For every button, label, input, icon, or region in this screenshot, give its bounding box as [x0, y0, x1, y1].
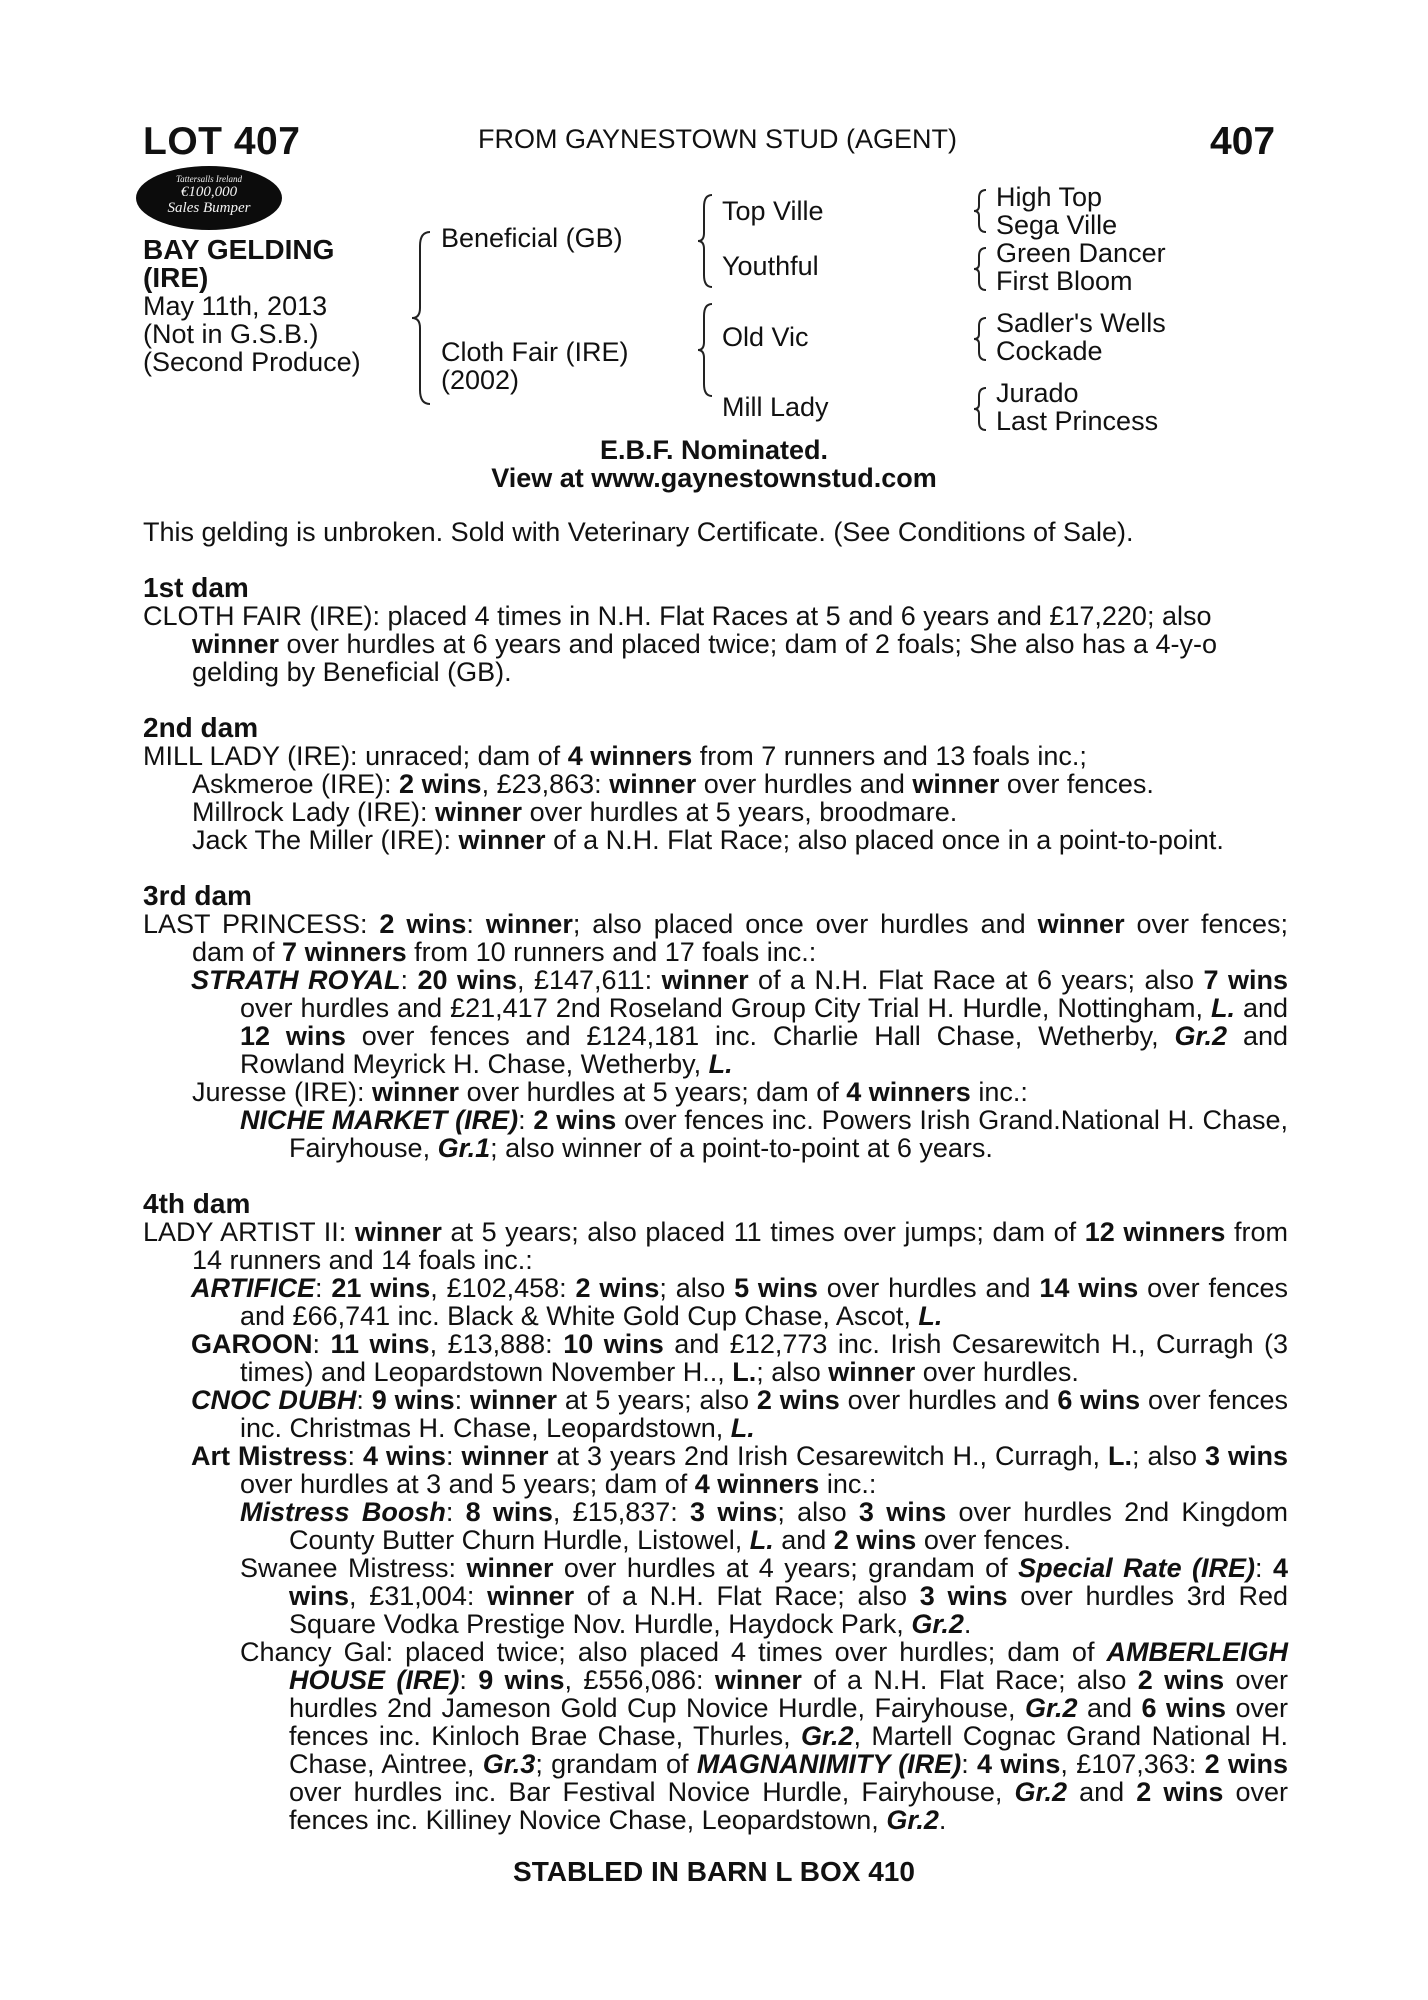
race-grade: L.	[730, 1413, 755, 1443]
text: .	[963, 1609, 972, 1639]
text: from 10 runners and 17 foals inc.:	[406, 937, 817, 967]
bold-text: 3 wins	[858, 1497, 947, 1527]
horse-name: Special Rate (IRE)	[1018, 1553, 1256, 1583]
second-dam-heading: 2nd dam	[143, 712, 259, 743]
text: of a N.H. Flat Race; also placed once in a point-to-point.	[545, 825, 1224, 855]
text: over hurdles 3rd Red Square Vodka Prestige Nov. Hurdle, Haydock Park,	[289, 1581, 1288, 1639]
horse-name: MAGNANIMITY (IRE)	[696, 1749, 962, 1779]
text: :	[454, 1385, 470, 1415]
text: inc.:	[970, 1077, 1028, 1107]
bold-text: 2 wins	[399, 769, 482, 799]
bold-text: 12 winners	[1084, 1217, 1226, 1247]
text: over hurdles at 3 and 5 years; dam of	[240, 1469, 695, 1499]
text: , £31,004:	[349, 1581, 488, 1611]
text: ; also	[777, 1497, 859, 1527]
bold-text: 4 winners	[846, 1077, 971, 1107]
third-dam-heading: 3rd dam	[143, 880, 252, 911]
text: :	[446, 1441, 462, 1471]
produce-niche-market	[143, 1106, 1288, 1162]
text: over hurdles at 5 years, broodmare.	[522, 797, 958, 827]
lot-label: LOT 407	[143, 120, 301, 163]
produce-note: (Second Produce)	[143, 347, 361, 377]
bold-text: 4 winners	[694, 1469, 820, 1499]
ebf-nominated: E.B.F. Nominated.	[599, 435, 829, 465]
bold-text: winner	[466, 1553, 554, 1583]
second-dam-line	[143, 742, 1288, 770]
fourth-dam-section	[143, 1190, 1288, 1834]
text: LADY ARTIST II:	[143, 1217, 355, 1247]
pedigree-braces	[0, 0, 1428, 460]
text: over hurdles at 6 years and placed twice; dam of 2 foals; She also has a 4-y-o	[279, 629, 1218, 659]
text: over fences and £66,741 inc. Black & White Gold Cup Chase, Ascot,	[240, 1273, 1288, 1331]
bold-text: 21 wins	[331, 1273, 431, 1303]
horse-name: ARTIFICE	[191, 1273, 316, 1303]
bold-text: winner	[912, 769, 1000, 799]
text: over hurdles and	[839, 1385, 1058, 1415]
text: over fences inc. Kinloch Brae Chase, Thurles,	[289, 1693, 1288, 1751]
text: over hurdles 2nd Kingdom County Butter Churn Hurdle, Listowel,	[289, 1497, 1288, 1555]
text: , £23,863:	[481, 769, 610, 799]
text: over fences.	[916, 1525, 1071, 1555]
bold-text: winner	[461, 1441, 549, 1471]
bold-text: 9 wins	[478, 1665, 565, 1695]
text: Swanee Mistress:	[240, 1553, 467, 1583]
fourth-dam-heading: 4th dam	[143, 1188, 251, 1219]
text: :	[312, 1329, 331, 1359]
first-dam-line3: gelding by Beneficial (GB).	[192, 657, 512, 687]
bold-text: 4 wins	[363, 1441, 447, 1471]
bold-text: winner	[458, 825, 546, 855]
text: :	[347, 1441, 364, 1471]
badge-line3: Sales Bumper	[167, 200, 251, 216]
second-dam-section	[143, 714, 1288, 854]
text: .	[938, 1805, 947, 1835]
bold-text: 4 wins	[289, 1553, 1289, 1611]
horse-name: NICHE MARKET (IRE)	[240, 1105, 519, 1135]
text: over fences.	[999, 769, 1154, 799]
text: of a N.H. Flat Race at 6 years; also	[748, 965, 1204, 995]
race-grade: L.	[1210, 993, 1235, 1023]
produce-cnoc-dubh	[143, 1386, 1288, 1442]
bold-text: 2 wins	[1136, 1777, 1224, 1807]
pedigree-dds: Jurado	[996, 378, 1079, 408]
bold-text: winner	[354, 1217, 442, 1247]
horse-name: CNOC DUBH	[191, 1385, 357, 1415]
race-grade: Gr.1	[437, 1133, 491, 1163]
text: ; also	[1132, 1441, 1205, 1471]
text: ; grandam of	[535, 1749, 697, 1779]
text: over hurdles inc. Bar Festival Novice Hurdle, Fairyhouse,	[289, 1777, 1015, 1807]
text: and	[1067, 1777, 1137, 1807]
lot-number: 407	[1210, 120, 1276, 163]
pedigree-sire-dam: Youthful	[722, 251, 819, 281]
text: LAST PRINCESS:	[143, 909, 380, 939]
pedigree-dsd: Cockade	[996, 336, 1103, 366]
fourth-dam-line	[143, 1218, 1288, 1274]
first-dam-line2	[143, 630, 1288, 658]
text: of a N.H. Flat Race; also	[574, 1581, 920, 1611]
text: over hurdles and	[696, 769, 913, 799]
third-dam-section	[143, 882, 1288, 1162]
bold-text: 3 wins	[1205, 1441, 1289, 1471]
bold-text: 7 wins	[1203, 965, 1289, 995]
date-of-birth: May 11th, 2013	[143, 291, 328, 321]
bold-text: 2 wins	[1137, 1665, 1225, 1695]
first-dam-line1: CLOTH FAIR (IRE): placed 4 times in N.H. Flat Races at 5 and 6 years and £17,220; also	[143, 601, 1212, 631]
text: over hurdles.	[915, 1357, 1079, 1387]
bold-text: 3 wins	[919, 1581, 1008, 1611]
pedigree-sire: Beneficial (GB)	[441, 223, 623, 253]
text: from 14 runners and 14 foals inc.:	[192, 1217, 1288, 1275]
text: over fences inc. Christmas H. Chase, Leopardstown,	[240, 1385, 1288, 1443]
horse-title-country: (IRE)	[143, 262, 209, 293]
horse-name: Mistress Boosh	[240, 1497, 446, 1527]
stud-website-link[interactable]: View at www.gaynestownstud.com	[491, 463, 937, 493]
text: over fences inc. Powers Irish Grand.National H. Chase, Fairyhouse,	[289, 1105, 1288, 1163]
race-grade: Gr.2	[800, 1721, 854, 1751]
text: Juresse (IRE):	[192, 1077, 373, 1107]
horse-name: Art Mistress	[191, 1441, 348, 1471]
horse-name: AMBERLEIGH HOUSE (IRE)	[289, 1637, 1288, 1695]
pedigree-dam: Cloth Fair (IRE)	[441, 337, 629, 367]
text: Jack The Miller (IRE):	[192, 825, 459, 855]
produce-artifice	[143, 1274, 1288, 1330]
bold-text: 2 wins	[1204, 1749, 1288, 1779]
produce-swanee-mistress	[143, 1554, 1288, 1638]
race-grade: Gr.2	[1174, 1021, 1228, 1051]
horse-title: BAY GELDING	[143, 234, 335, 265]
pedigree-sss: High Top	[996, 182, 1103, 212]
text: ; also	[659, 1273, 735, 1303]
bold-text: 2 wins	[379, 909, 467, 939]
text: and	[1234, 993, 1288, 1023]
text: over hurdles at 5 years; dam of	[459, 1077, 847, 1107]
text: of a N.H. Flat Race; also	[801, 1665, 1138, 1695]
text: :	[315, 1273, 332, 1303]
text: and Rowland Meyrick H. Chase, Wetherby,	[240, 1021, 1288, 1079]
bold-text: 11 wins	[330, 1329, 430, 1359]
text: and £12,773 inc. Irish Cesarewitch H., Curragh (3 times) and Leopardstown November H..,	[240, 1329, 1289, 1387]
pedigree-sire-sire: Top Ville	[722, 196, 824, 226]
text: over fences and £124,181 inc. Charlie Hall Chase, Wetherby,	[345, 1021, 1175, 1051]
produce-art-mistress	[143, 1442, 1288, 1498]
bold-text: 7 winners	[282, 937, 407, 967]
badge-line1: Tattersalls Ireland	[175, 174, 243, 184]
third-dam-line	[143, 910, 1288, 966]
text: , £102,458:	[430, 1273, 576, 1303]
bold-text: 2 wins	[756, 1385, 840, 1415]
text: :	[400, 965, 418, 995]
first-dam-section	[143, 574, 1288, 686]
text: inc.:	[819, 1469, 877, 1499]
bold-text: 2 wins	[533, 1105, 617, 1135]
bold-text: 9 wins	[371, 1385, 455, 1415]
produce-juresse	[143, 1078, 1288, 1106]
bold-text: 8 wins	[465, 1497, 553, 1527]
text: :	[961, 1749, 978, 1779]
text: :	[356, 1385, 372, 1415]
bold-text: 14 wins	[1039, 1273, 1139, 1303]
bold-text: 2 wins	[575, 1273, 660, 1303]
bold-text: winner	[487, 1581, 575, 1611]
text: over fences; dam of	[192, 909, 1288, 967]
horse-name: STRATH ROYAL	[191, 965, 401, 995]
bold-text: 20 wins	[417, 965, 517, 995]
text: ; also	[756, 1357, 829, 1387]
race-grade: L.	[918, 1301, 943, 1331]
produce-garoon	[143, 1330, 1288, 1386]
text: over hurdles 2nd Jameson Gold Cup Novice Hurdle, Fairyhouse,	[289, 1665, 1288, 1723]
text: Askmeroe (IRE):	[192, 769, 400, 799]
bold-text: 4 wins	[977, 1749, 1061, 1779]
produce-millrock-lady	[143, 798, 1288, 826]
first-dam-heading: 1st dam	[143, 572, 249, 603]
text: from 7 runners and 13 foals inc.;	[692, 741, 1087, 771]
pedigree-dam-year: (2002)	[441, 365, 520, 395]
text: :	[445, 1497, 466, 1527]
text: over hurdles and	[817, 1273, 1040, 1303]
pedigree-sdd: First Bloom	[996, 266, 1133, 296]
produce-strath-royal	[143, 966, 1288, 1078]
text: :	[1255, 1553, 1273, 1583]
consignor: FROM GAYNESTOWN STUD (AGENT)	[478, 124, 957, 154]
text: and	[773, 1525, 834, 1555]
text: , Martell Cognac Grand National H. Chase, Aintree,	[289, 1721, 1288, 1779]
sale-note: This gelding is unbroken. Sold with Veterinary Certificate. (See Conditions of Sale).	[143, 517, 1134, 547]
race-grade: Gr.3	[482, 1749, 536, 1779]
text: Chancy Gal: placed twice; also placed 4 times over hurdles; dam of	[240, 1637, 1107, 1667]
pedigree-dam-dam: Mill Lady	[722, 392, 829, 422]
text: , £15,837:	[552, 1497, 691, 1527]
horse-name: GAROON	[191, 1329, 313, 1359]
pedigree-ssd: Sega Ville	[996, 210, 1118, 240]
bold-text: winner	[828, 1357, 916, 1387]
bold-text: 2 wins	[833, 1525, 917, 1555]
produce-mistress-boosh	[143, 1498, 1288, 1554]
pedigree-ddd: Last Princess	[996, 406, 1159, 436]
text: , £107,363:	[1060, 1749, 1205, 1779]
text: Millrock Lady (IRE):	[192, 797, 436, 827]
bold-text: winner	[372, 1077, 460, 1107]
text: and	[1077, 1693, 1142, 1723]
race-grade: Gr.2	[1025, 1693, 1078, 1723]
text: :	[518, 1105, 534, 1135]
bold-text: 6 wins	[1057, 1385, 1141, 1415]
badge-line2: €100,000	[180, 184, 238, 200]
pedigree-dss: Sadler's Wells	[996, 308, 1166, 338]
bold-text: winner	[192, 629, 280, 659]
bold-text: winner	[609, 769, 697, 799]
bold-text: 4 winners	[567, 741, 693, 771]
bold-text: winner	[469, 1385, 557, 1415]
race-grade: L.	[708, 1049, 733, 1079]
text: :	[466, 909, 486, 939]
bold-text: winner	[661, 965, 749, 995]
text: ; also placed once over hurdles and	[572, 909, 1038, 939]
produce-chancy-gal	[143, 1638, 1288, 1834]
bold-text: winner	[714, 1665, 802, 1695]
text: at 3 years 2nd Irish Cesarewitch H., Curragh,	[548, 1441, 1109, 1471]
race-grade: Gr.2	[886, 1805, 939, 1835]
produce-jack-the-miller	[143, 826, 1288, 854]
bold-text: winner	[1037, 909, 1125, 939]
text: , £556,086:	[564, 1665, 715, 1695]
text: at 5 years; also	[556, 1385, 757, 1415]
text: :	[459, 1665, 479, 1695]
text: over hurdles and £21,417 2nd Roseland Group City Trial H. Hurdle, Nottingham,	[240, 993, 1211, 1023]
text: , £147,611:	[516, 965, 662, 995]
race-grade: Gr.2	[911, 1609, 964, 1639]
text: ; also winner of a point-to-point at 6 years.	[490, 1133, 993, 1163]
bold-text: 12 wins	[240, 1021, 346, 1051]
race-grade: Gr.2	[1014, 1777, 1068, 1807]
bold-text: winner	[435, 797, 523, 827]
bold-text: 6 wins	[1141, 1693, 1227, 1723]
bold-text: 10 wins	[563, 1329, 664, 1359]
text: MILL LADY (IRE): unraced; dam of	[143, 741, 568, 771]
text: , £13,888:	[429, 1329, 564, 1359]
pedigree-dam-sire: Old Vic	[722, 322, 809, 352]
gsb-status: (Not in G.S.B.)	[143, 319, 319, 349]
bold-text: 3 wins	[690, 1497, 778, 1527]
race-grade: L.	[1108, 1441, 1133, 1471]
pedigree-sds: Green Dancer	[996, 238, 1166, 268]
text: over hurdles at 4 years; grandam of	[553, 1553, 1019, 1583]
race-grade: L.	[732, 1357, 757, 1387]
bold-text: 5 wins	[734, 1273, 818, 1303]
produce-askmeroe	[143, 770, 1288, 798]
text: at 5 years; also placed 11 times over jumps; dam of	[441, 1217, 1085, 1247]
bold-text: winner	[485, 909, 573, 939]
race-grade: L.	[749, 1525, 774, 1555]
stabling-info: STABLED IN BARN L BOX 410	[513, 1856, 915, 1887]
text: over fences inc. Killiney Novice Chase, Leopardstown,	[289, 1777, 1289, 1835]
